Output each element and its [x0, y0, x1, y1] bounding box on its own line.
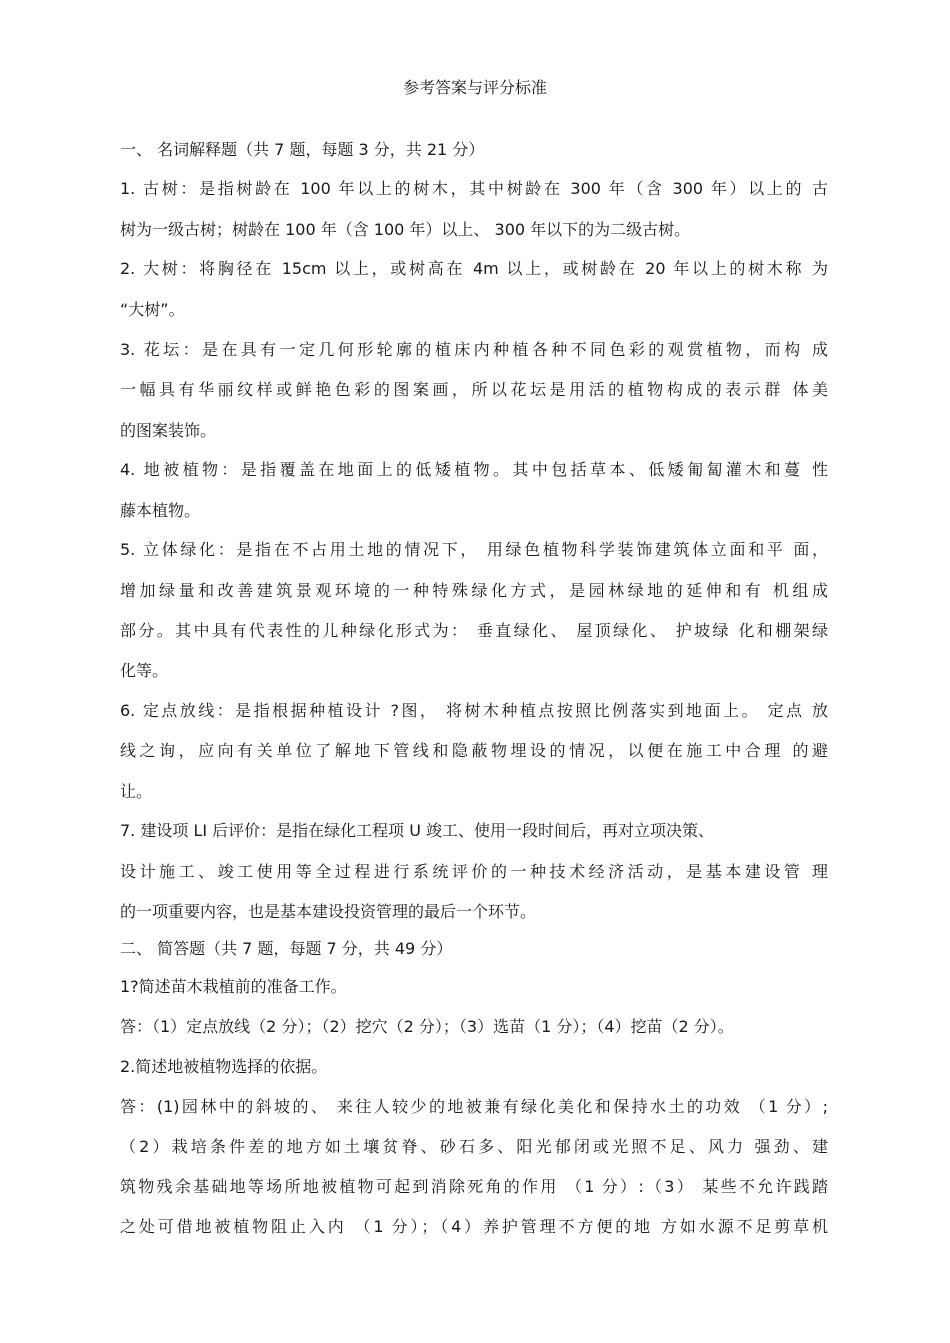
- text-line: 线之询，应向有关单位了解地下管线和隐蔽物埋设的情况，以便在施工中合理 的避: [120, 741, 828, 760]
- answer-line: 答：（1）定点放线（2 分）；（2）挖穴（2 分）；（3）选苗（1 分）；（4）挖苗（2 分）。: [120, 1017, 734, 1036]
- text-line: 5. 立体绿化：是指在不占用土地的情况下， 用绿色植物科学装饰建筑体立面和平 面，: [120, 540, 828, 559]
- text-line: 的一项重要内容，也是基本建设投资管理的最后一个环节。: [120, 902, 537, 921]
- answer-line: （2）栽培条件差的地方如土壤贫脊、砂石多、阳光郁闭或光照不足、风力 强劲、建: [120, 1137, 828, 1156]
- text-line: 2. 大树：将胸径在 15cm 以上，或树高在 4m 以上，或树龄在 20 年以上的树木称 为: [120, 259, 828, 278]
- text-line: 增加绿量和改善建筑景观环境的一种特殊绿化方式，是园林绿地的延伸和有 机组成: [120, 581, 828, 600]
- question-line: 2.简述地被植物选择的依据。: [120, 1057, 328, 1076]
- text-line: 藤本植物。: [120, 501, 201, 520]
- section-heading-1: 一、 名词解释题（共 7 题，每题 3 分，共 21 分）: [120, 140, 485, 159]
- answer-line: 之处可借地被植物阻止入内 （1 分）；（4）养护管理不方便的地 方如水源不足剪草机: [120, 1217, 828, 1236]
- answer-line: 筑物残余基础地等场所地被植物可起到消除死角的作用 （1 分）:（3） 某些不允许践踏: [120, 1177, 828, 1196]
- text-line: 化等。: [120, 661, 169, 680]
- text-line: “大树”。: [120, 300, 185, 319]
- page-title: 参考答案与评分标准: [402, 78, 547, 97]
- text-line: 一幅具有华丽纹样或鲜艳色彩的图案画，所以花坛是用活的植物构成的表示群 体美: [120, 380, 828, 399]
- text-line: 树为一级古树；树龄在 100 年（含 100 年）以上、 300 年以下的为二级古树。: [120, 220, 691, 239]
- answer-line: 答：(1)园林中的斜坡的、 来往人较少的地被兼有绿化美化和保持水土的功效 （1 分）;: [120, 1097, 828, 1116]
- text-line: 7. 建设项 LI 后评价：是指在绿化工程项 U 竣工、使用一段时间后，再对立项决策、: [120, 821, 715, 840]
- text-line: 3. 花坛：是在具有一定几何形轮廓的植床内种植各种不同色彩的观赏植物，而构 成: [120, 340, 828, 359]
- text-line: 的图案装饰。: [120, 421, 217, 440]
- text-line: 6. 定点放线：是指根据种植设计 ?图， 将树木种植点按照比例落实到地面上。 定点 放: [120, 701, 828, 720]
- text-line: 部分。其中具有代表性的儿种绿化形式为： 垂直绿化、 屋顶绿化、 护坡绿 化和棚架绿: [120, 621, 828, 640]
- text-line: 设计施工、竣工使用等全过程进行系统评价的一种技术经济活动，是基本建设管 理: [120, 862, 828, 881]
- text-line: 1. 古树：是指树龄在 100 年以上的树木，其中树龄在 300 年（含 300 年）以上的 古: [120, 179, 828, 198]
- text-line: 让。: [120, 782, 153, 801]
- text-line: 4. 地被植物：是指覆盖在地面上的低矮植物。其中包括草本、低矮匍匐灌木和蔓 性: [120, 460, 828, 479]
- question-line: 1?简述苗木栽植前的准备工作。: [120, 977, 347, 996]
- section-heading-2: 二、 简答题（共 7 题，每题 7 分，共 49 分）: [120, 939, 453, 958]
